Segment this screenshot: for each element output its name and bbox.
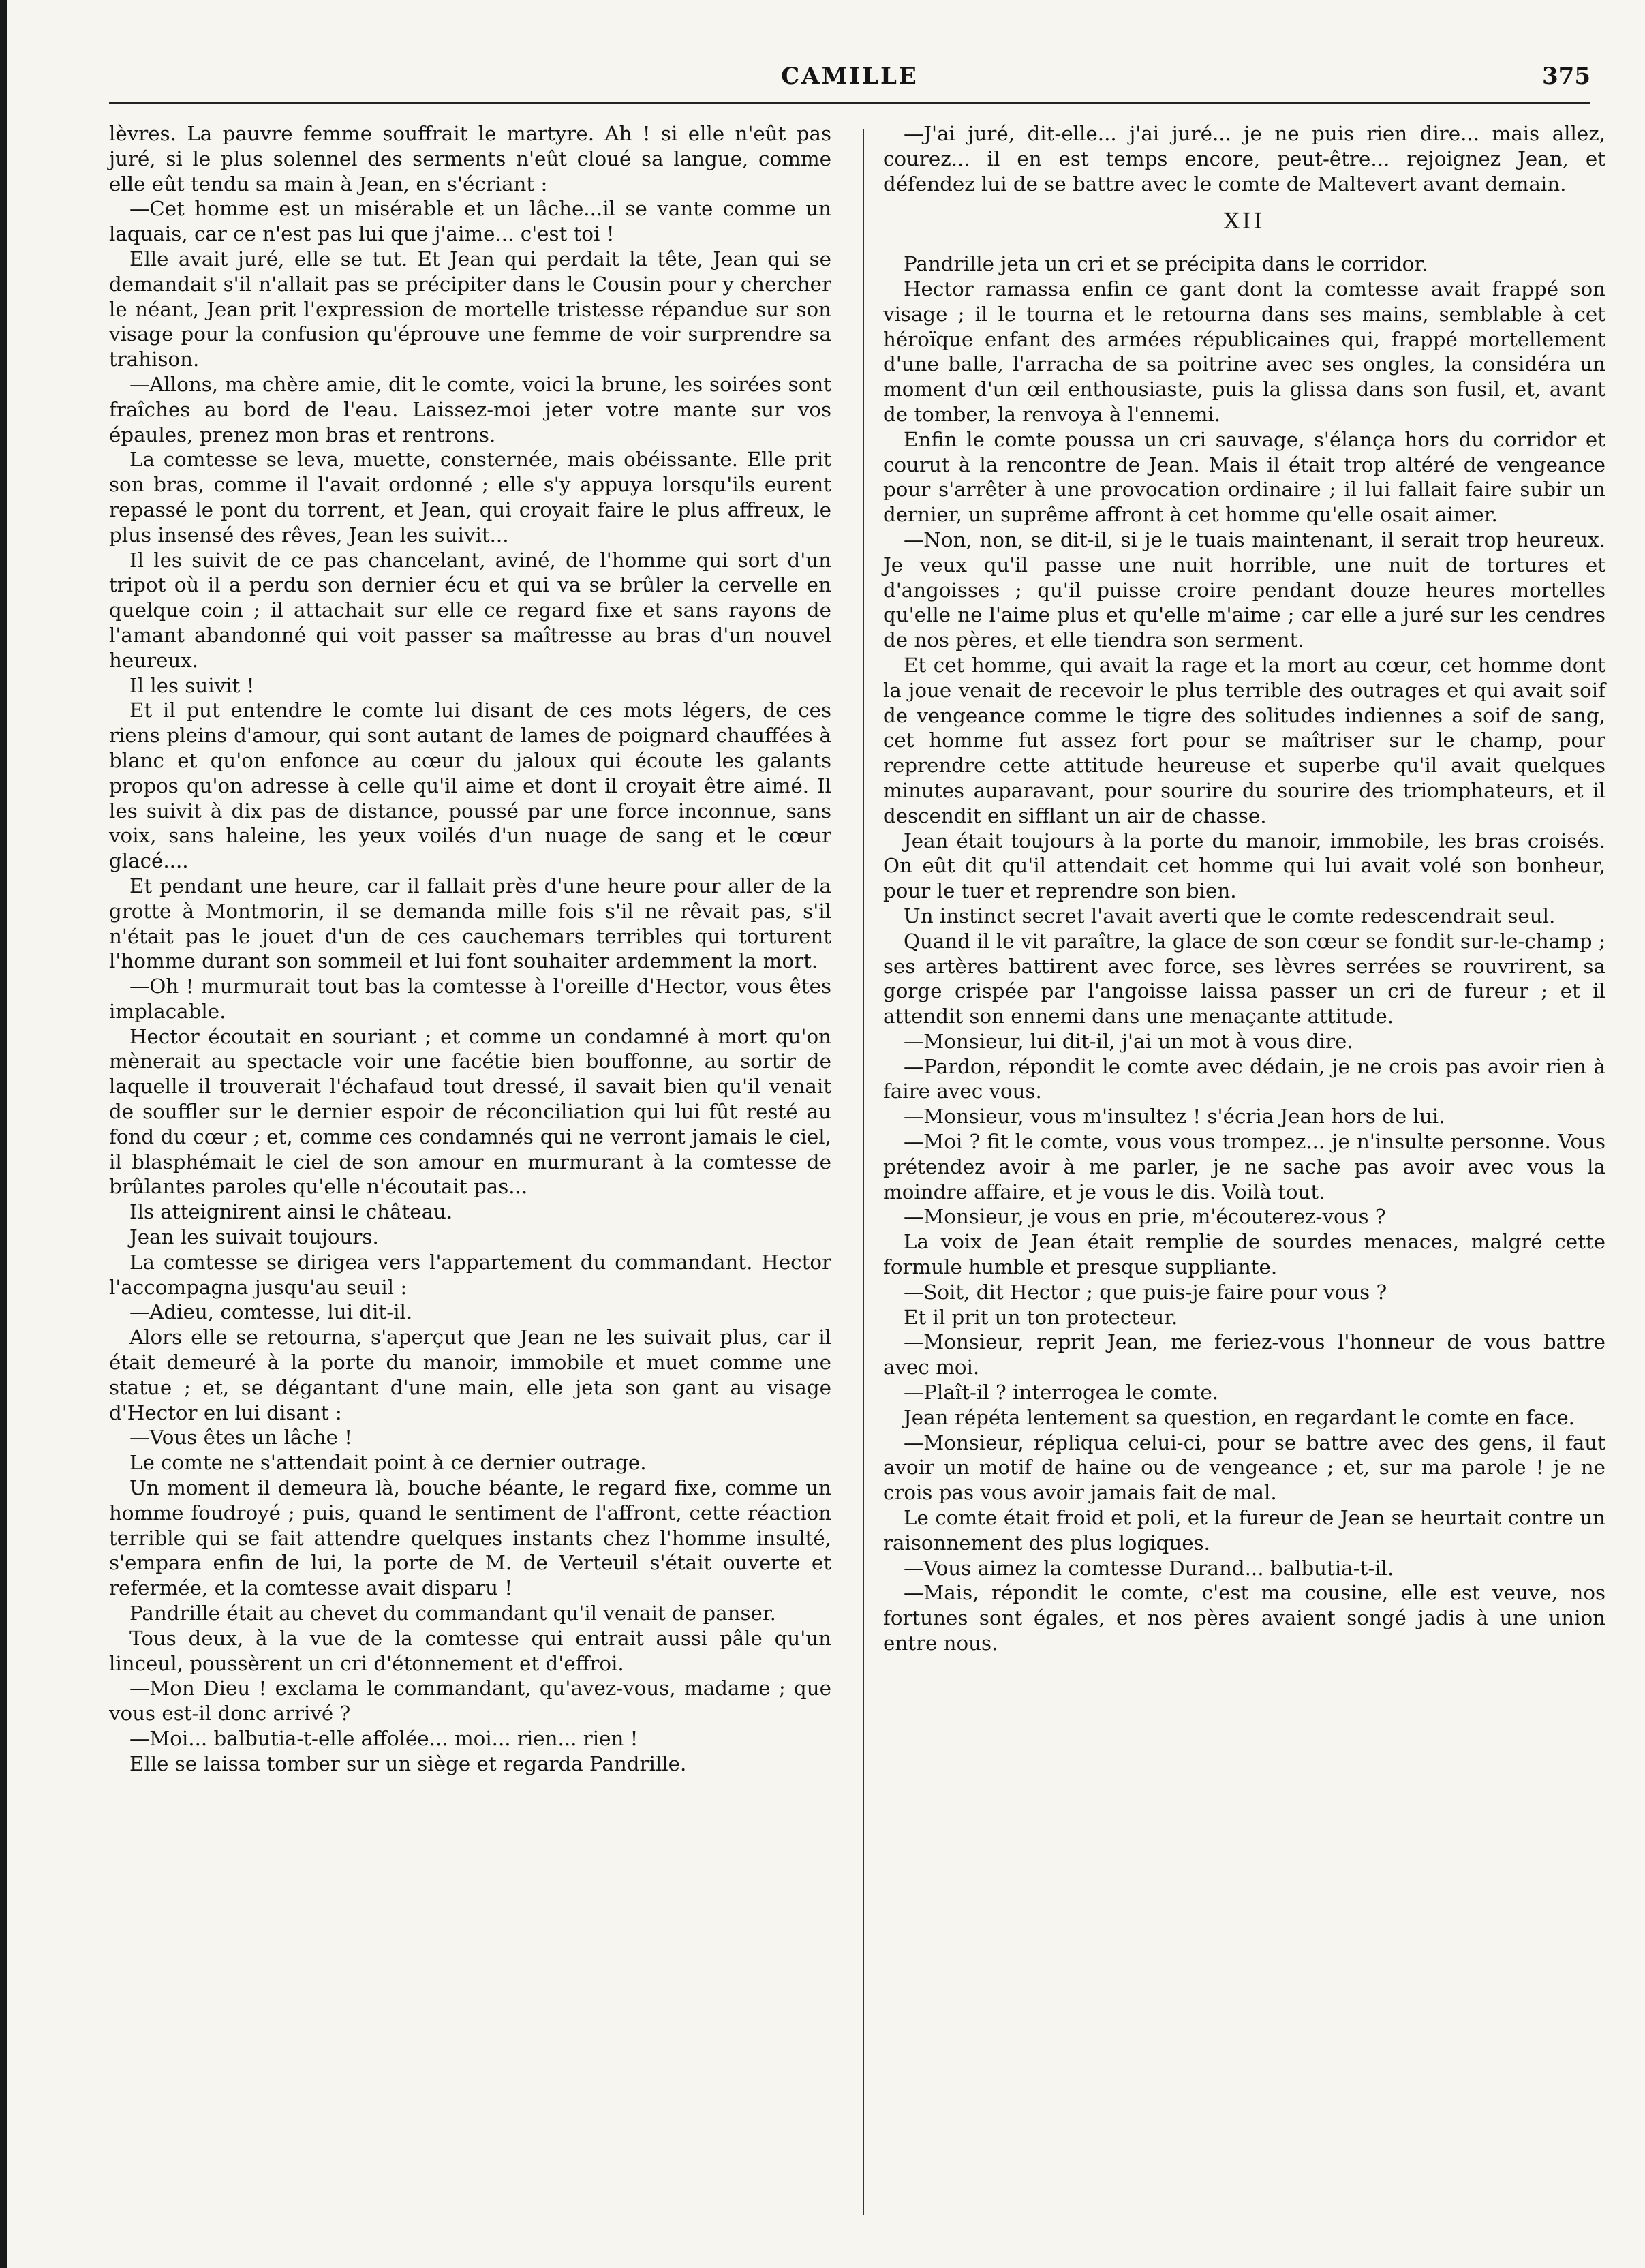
right-column bbox=[883, 121, 1605, 1656]
column-divider bbox=[863, 129, 864, 2215]
paragraph: —Monsieur, reprit Jean, me feriez-vous l'honneur de vous battre avec moi. bbox=[883, 1330, 1605, 1379]
chapter-number: XII bbox=[1223, 208, 1265, 234]
page-binding-edge bbox=[0, 0, 7, 2268]
paragraph: —J'ai juré, dit-elle... j'ai juré... je ne puis rien dire... mais allez, courez... il en est temps encore, peut-être... rejoignez Jean, et défendez lui de se battre avec le comte de Maltevert avant demain. bbox=[883, 122, 1605, 196]
paragraph: —Mon Dieu ! exclama le commandant, qu'avez-vous, madame ; que vous est-il donc arrivé ? bbox=[109, 1676, 831, 1726]
page-number: 375 bbox=[1542, 63, 1590, 90]
right-column-before-chapter bbox=[883, 121, 1605, 196]
paragraph: Tous deux, à la vue de la comtesse qui entrait aussi pâle qu'un linceul, poussèrent un cri d'étonnement et d'effroi. bbox=[109, 1626, 831, 1675]
paragraph: lèvres. La pauvre femme souffrait le martyre. Ah ! si elle n'eût pas juré, si le plus solennel des serments n'eût cloué sa langue, comme elle eût tendu sa main à Jean, en s'écriant : bbox=[109, 122, 831, 196]
paragraph: —Cet homme est un misérable et un lâche...il se vante comme un laquais, car ce n'est pas lui que j'aime... c'est toi ! bbox=[109, 197, 831, 246]
paragraph: Elle avait juré, elle se tut. Et Jean qui perdait la tête, Jean qui se demandait s'il n'allait pas se précipiter dans le Cousin pour y chercher le néant, Jean prit l'expression de mortelle tristesse répandue sur son visage pour la confusion qu'éprouve une femme de voir surprendre sa trahison. bbox=[109, 247, 831, 371]
paragraph: —Monsieur, je vous en prie, m'écouterez-vous ? bbox=[904, 1205, 1386, 1229]
paragraph: Pandrille jeta un cri et se précipita dans le corridor. bbox=[904, 252, 1428, 276]
paragraph: Alors elle se retourna, s'aperçut que Jean ne les suivait plus, car il était demeuré à la porte du manoir, immobile et muet comme une statue ; et, se dégantant d'une main, elle jeta son gant au visage d'Hector en lui disant : bbox=[109, 1325, 831, 1424]
paragraph: Un moment il demeura là, bouche béante, le regard fixe, comme un homme foudroyé ; puis, quand le sentiment de l'affront, cette réaction terrible qui se fait attendre quelques instants chez l'homme insulté, s'empara enfin de lui, la porte de M. de Verteuil s'était ouverte et refermée, et la comtesse avait disparu ! bbox=[109, 1476, 831, 1600]
paragraph: —Mais, répondit le comte, c'est ma cousine, elle est veuve, nos fortunes sont égales, et nos pères avaient songé jadis à une union entre nous. bbox=[883, 1581, 1605, 1655]
paragraph: Jean répéta lentement sa question, en regardant le comte en face. bbox=[904, 1405, 1575, 1429]
paragraph: —Soit, dit Hector ; que puis-je faire pour vous ? bbox=[904, 1280, 1387, 1304]
paragraph: Hector écoutait en souriant ; et comme un condamné à mort qu'on mènerait au spectacle voir une facétie bien bouffonne, au sortir de laquelle il trouverait l'échafaud tout dressé, il savait bien qu'il venait de souffler sur le dernier espoir de réconciliation qui lui fût resté au fond du cœur ; et, comme ces condamnés qui ne verront jamais le ciel, il blasphémait le ciel de son amour en murmurant à la comtesse de brûlantes paroles qu'elle n'écoutait pas... bbox=[109, 1024, 831, 1199]
paragraph: Enfin le comte poussa un cri sauvage, s'élança hors du corridor et courut à la rencontre de Jean. Mais il était trop altéré de vengeance pour s'arrêter à une provocation ordinaire ; il lui fallait faire subir un dernier, un suprême affront à cet homme qu'elle osait aimer. bbox=[883, 427, 1605, 527]
paragraph: Jean les suivait toujours. bbox=[129, 1225, 379, 1249]
paragraph: —Monsieur, vous m'insultez ! s'écria Jean hors de lui. bbox=[904, 1105, 1445, 1129]
paragraph: Il les suivit ! bbox=[129, 673, 255, 697]
paragraph: Elle se laissa tomber sur un siège et regarda Pandrille. bbox=[129, 1751, 687, 1775]
paragraph: Et pendant une heure, car il fallait près d'une heure pour aller de la grotte à Montmorin, il se demanda mille fois s'il ne rêvait pas, s'il n'était pas le jouet d'un de ces cauchemars terribles qui torturent l'homme durant son sommeil et lui font souhaiter ardemment la mort. bbox=[109, 874, 831, 973]
paragraph: —Monsieur, répliqua celui-ci, pour se battre avec des gens, il faut avoir un motif de haine ou de vengeance ; et, sur ma parole ! je ne crois pas vous avoir jamais fait de mal. bbox=[883, 1430, 1605, 1505]
paragraph: —Pardon, répondit le comte avec dédain, je ne crois pas avoir rien à faire avec vous. bbox=[883, 1054, 1605, 1103]
paragraph: Il les suivit de ce pas chancelant, aviné, de l'homme qui sort d'un tripot où il a perdu son dernier écu et qui va se brûler la cervelle en quelque coin ; il attachait sur elle ce regard fixe et sans rayons de l'amant abandonné qui voit passer sa maîtresse au bras d'un nouvel heureux. bbox=[109, 548, 831, 672]
paragraph: La comtesse se leva, muette, consternée, mais obéissante. Elle prit son bras, comme il l'avait ordonné ; elle s'y appuya lorsqu'ils eurent repassé le pont du torrent, et Jean, qui croyait faire le plus affreux, le plus insensé des rêves, Jean les suivit... bbox=[109, 448, 831, 547]
paragraph: Hector ramassa enfin ce gant dont la comtesse avait frappé son visage ; il le tourna et le retourna dans ses mains, semblable à cet héroïque enfant des armées républicaines qui, frappé mortellement d'une balle, l'arracha de sa poitrine avec ses ongles, la considéra un moment d'un œil enthousiaste, puis la glissa dans son fusil, et, avant de tomber, la renvoya à l'ennemi. bbox=[883, 277, 1605, 426]
paragraph: La comtesse se dirigea vers l'appartement du commandant. Hector l'accompagna jusqu'au seuil : bbox=[109, 1250, 831, 1299]
paragraph: Le comte ne s'attendait point à ce dernier outrage. bbox=[129, 1451, 647, 1475]
paragraph: Et il prit un ton protecteur. bbox=[904, 1305, 1178, 1329]
running-title: CAMILLE bbox=[781, 63, 919, 90]
paragraph: —Moi ? fit le comte, vous vous trompez... je n'insulte personne. Vous prétendez avoir à me parler, je ne sache pas avoir avec vous la moindre affaire, et je vous le dis. Voilà tout. bbox=[883, 1130, 1605, 1204]
paragraph: Un instinct secret l'avait averti que le comte redescendrait seul. bbox=[904, 904, 1556, 928]
paragraph: —Plaît-il ? interrogea le comte. bbox=[904, 1381, 1219, 1405]
running-header bbox=[109, 56, 1590, 104]
paragraph: Et cet homme, qui avait la rage et la mort au cœur, cet homme dont la joue venait de recevoir le plus terrible des outrages et qui avait soif de vengeance comme le tigre des solitudes indiennes a soif de sang, cet homme fut assez fort pour se maîtriser sur le champ, pour reprendre cette attitude heureuse et superbe qu'il avait quelques minutes auparavant, pour sourire du sourire des triomphateurs, et il descendit en sifflant un air de chasse. bbox=[883, 653, 1605, 827]
paragraph: Pandrille était au chevet du commandant qu'il venait de panser. bbox=[129, 1602, 776, 1625]
right-column-after-chapter bbox=[883, 251, 1605, 1656]
paragraph: —Monsieur, lui dit-il, j'ai un mot à vous dire. bbox=[904, 1029, 1353, 1053]
header-rule bbox=[109, 102, 1590, 104]
paragraph: —Vous aimez la comtesse Durand... balbutia-t-il. bbox=[904, 1556, 1394, 1580]
left-column bbox=[109, 121, 831, 1777]
paragraph: —Vous êtes un lâche ! bbox=[129, 1426, 353, 1450]
paragraph: Ils atteignirent ainsi le château. bbox=[129, 1200, 453, 1224]
paragraph: —Non, non, se dit-il, si je le tuais maintenant, il serait trop heureux. Je veux qu'il passe une nuit horrible, une nuit de tortures et d'angoisses ; qu'il puisse croire pendant douze heures mortelles qu'elle ne l'aime plus et qu'elle m'aime ; car elle a juré sur les cendres de nos pères, et elle tiendra son serment. bbox=[883, 527, 1605, 652]
paragraph: Le comte était froid et poli, et la fureur de Jean se heurtait contre un raisonnement des plus logiques. bbox=[883, 1506, 1605, 1554]
paragraph: —Moi... balbutia-t-elle affolée... moi... rien... rien ! bbox=[129, 1727, 639, 1750]
paragraph: Et il put entendre le comte lui disant de ces mots légers, de ces riens pleins d'amour, qui sont autant de lames de poignard chauffées à blanc et qu'on enfonce au cœur du jaloux qui écoute les galants propos qu'on adresse à celle qu'il aime et dont il croyait être aimé. Il les suivit à dix pas de distance, poussé par une force inconnue, sans voix, sans haleine, les yeux voilés d'un nuage de sang et le cœur glacé.... bbox=[109, 699, 831, 873]
paragraph: —Adieu, comtesse, lui dit-il. bbox=[129, 1300, 413, 1324]
paragraph: Jean était toujours à la porte du manoir, immobile, les bras croisés. On eût dit qu'il attendait cet homme qui lui avait volé son bonheur, pour le tuer et reprendre son bien. bbox=[883, 829, 1605, 903]
paragraph: Quand il le vit paraître, la glace de son cœur se fondit sur-le-champ ; ses artères battirent avec force, ses lèvres serrées se rouvrirent, sa gorge crispée par l'angoisse laissa passer un cri de fureur ; et il attendit son ennemi dans une menaçante attitude. bbox=[883, 929, 1605, 1028]
paragraph: La voix de Jean était remplie de sourdes menaces, malgré cette formule humble et presque suppliante. bbox=[883, 1230, 1605, 1279]
paragraph: —Oh ! murmurait tout bas la comtesse à l'oreille d'Hector, vous êtes implacable. bbox=[109, 975, 831, 1023]
paragraph: —Allons, ma chère amie, dit le comte, voici la brune, les soirées sont fraîches au bord de l'eau. Laissez-moi jeter votre mante sur vos épaules, prenez mon bras et rentrons. bbox=[109, 372, 831, 446]
